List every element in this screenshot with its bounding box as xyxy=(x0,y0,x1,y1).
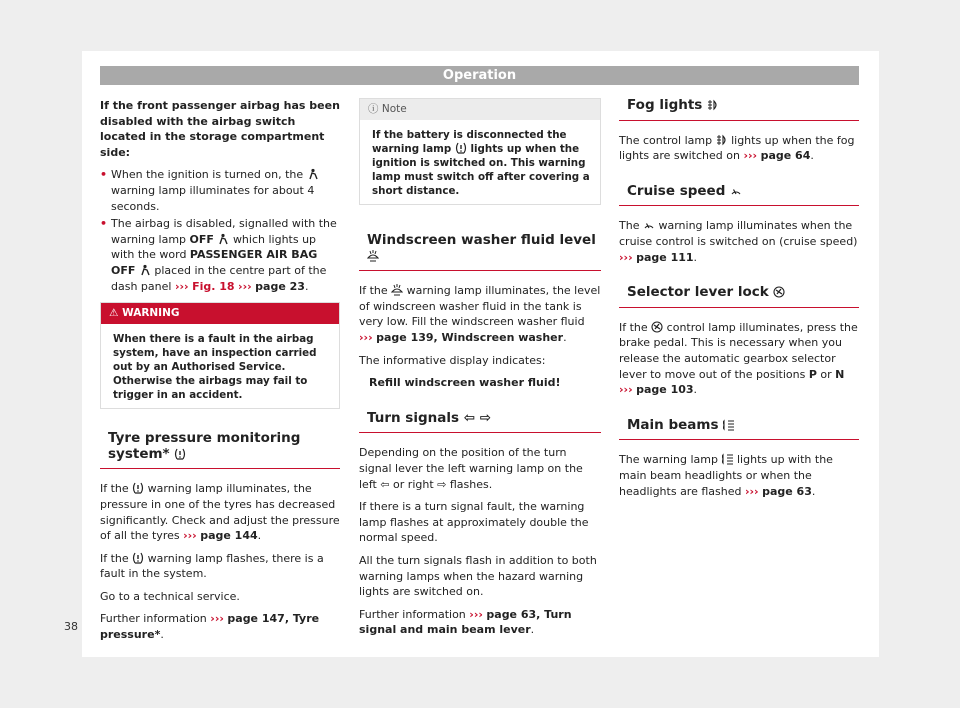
tpms-heading: Tyre pressure monitoring system* xyxy=(100,431,340,469)
section-header: Operation xyxy=(100,66,859,85)
page-link[interactable]: page 111 xyxy=(636,250,694,264)
main-beam-icon xyxy=(722,453,734,465)
info-icon: ⓘ xyxy=(368,103,379,115)
column-1 xyxy=(100,98,340,650)
page-link[interactable]: page 139, Windscreen washer xyxy=(376,330,564,344)
fog-heading: Fog lights xyxy=(619,98,859,121)
bullet-dot: • xyxy=(100,168,108,182)
airbag-off-icon xyxy=(139,264,151,276)
tpms-para-3: Go to a technical service. xyxy=(100,589,240,603)
foot-brake-icon xyxy=(773,286,785,298)
turn-para-1: Depending on the position of the turn signal lever the left warning lamp on the left ⇦ or right ⇨ flashes. xyxy=(359,446,583,491)
tyre-pressure-icon xyxy=(132,552,144,564)
arrow-right-icon: ⇨ xyxy=(437,477,447,491)
arrow-right-icon: ⇨ xyxy=(479,409,492,426)
foot-brake-icon xyxy=(651,321,663,333)
turn-para-2: If there is a turn signal fault, the warning lamp flashes at approximately double the normal speed. xyxy=(359,500,589,545)
washer-para-2: The informative display indicates: xyxy=(359,353,546,367)
column-3 xyxy=(619,98,859,506)
page-link[interactable]: page 103 xyxy=(636,383,694,397)
page-number: 38 xyxy=(64,620,78,633)
note-text: If the battery is disconnected the warning lamp lights up when the ignition is switched on. This warning lamp must switch off after covering a short distance. xyxy=(372,129,590,197)
cruise-para: The warning lamp illuminates when the cruise control is switched on (cruise speed) ››› page 111. xyxy=(619,219,858,264)
selector-heading: Selector lever lock xyxy=(619,285,859,308)
cruise-control-icon xyxy=(643,219,655,231)
column-2 xyxy=(359,98,601,645)
tyre-pressure-icon xyxy=(455,142,467,154)
fog-light-icon xyxy=(716,134,728,146)
page-link[interactable]: page 147, Tyre pressure* xyxy=(100,612,320,642)
tpms-para-4: Further information ››› page 147, Tyre pressure*. xyxy=(100,612,320,642)
washer-fluid-icon xyxy=(391,284,403,296)
warning-text: When there is a fault in the airbag system, have an inspection carried out by an Authorised Service. Otherwise the airbags may fail to trigger in an accident. xyxy=(113,333,317,402)
beam-para: The warning lamp lights up with the main beam headlights or when the headlights are flashed ››› page 63. xyxy=(619,453,833,498)
fig-link[interactable]: Fig. 18 xyxy=(192,279,235,293)
washer-message: Refill windscreen washer fluid! xyxy=(369,376,561,390)
airbag-off-icon xyxy=(307,168,319,180)
turn-para-3: All the turn signals flash in addition to both warning lamps when the hazard warning lights are switched on. xyxy=(359,553,597,599)
tyre-pressure-icon xyxy=(132,482,144,494)
arrow-left-icon: ⇦ xyxy=(380,477,390,491)
turn-heading: Turn signals ⇦ ⇨ xyxy=(359,411,601,434)
washer-heading: Windscreen washer fluid level xyxy=(359,233,601,271)
warning-box xyxy=(100,302,340,409)
page-link[interactable]: page 144 xyxy=(200,529,258,543)
airbag-intro: If the front passenger airbag has been disabled with the airbag switch located in the storage compartment side: xyxy=(100,99,340,159)
tpms-para-2: If the warning lamp flashes, there is a fault in the system. xyxy=(100,551,324,581)
washer-fluid-icon xyxy=(367,250,379,262)
warning-header: ⚠ WARNING xyxy=(101,303,339,324)
tpms-para-1: If the warning lamp illuminates, the pressure in one of the tyres has decreased significantly. Check and adjust the pressure of all the tyres ››› page 144. xyxy=(100,482,340,543)
beam-heading: Main beams xyxy=(619,418,859,441)
page-link[interactable]: page 64 xyxy=(760,149,811,163)
bullet-disabled: • The airbag is disabled, signalled with the warning lamp OFF which lights up with the word PASSENGER AIR BAG OFF placed in the centre part of the dash panel ››› Fig. 18 ››› page 23. xyxy=(100,217,337,293)
main-beam-icon xyxy=(723,419,735,431)
bullet-dot: • xyxy=(100,217,108,231)
cruise-heading: Cruise speed xyxy=(619,184,859,207)
cruise-control-icon xyxy=(730,185,742,197)
washer-para-1: If the warning lamp illuminates, the level of windscreen washer fluid in the tank is very low. Fill the windscreen washer fluid ››› page 139, Windscreen washer. xyxy=(359,284,601,344)
fog-para: The control lamp lights up when the fog lights are switched on ››› page 64. xyxy=(619,133,855,163)
page-link[interactable]: page 63, Turn signal and main beam lever xyxy=(359,607,572,637)
turn-para-4: Further information ››› page 63, Turn signal and main beam lever. xyxy=(359,607,572,637)
fog-light-icon xyxy=(707,99,719,111)
airbag-off-icon xyxy=(217,233,229,245)
note-header: ⓘ Note xyxy=(360,99,600,120)
warning-triangle-icon: ⚠ xyxy=(109,307,119,320)
page-link[interactable]: page 23 xyxy=(255,279,305,293)
arrow-left-icon: ⇦ xyxy=(463,409,476,426)
note-box xyxy=(359,98,601,205)
tyre-pressure-icon xyxy=(174,448,186,460)
selector-para: If the control lamp illuminates, press the brake pedal. This is necessary when you release the automatic gearbox selector lever to move out of the positions P or N ››› page 103. xyxy=(619,320,858,397)
bullet-ignition: • When the ignition is turned on, the warning lamp illuminates for about 4 seconds. xyxy=(100,167,340,214)
page-link[interactable]: page 63 xyxy=(762,484,812,498)
